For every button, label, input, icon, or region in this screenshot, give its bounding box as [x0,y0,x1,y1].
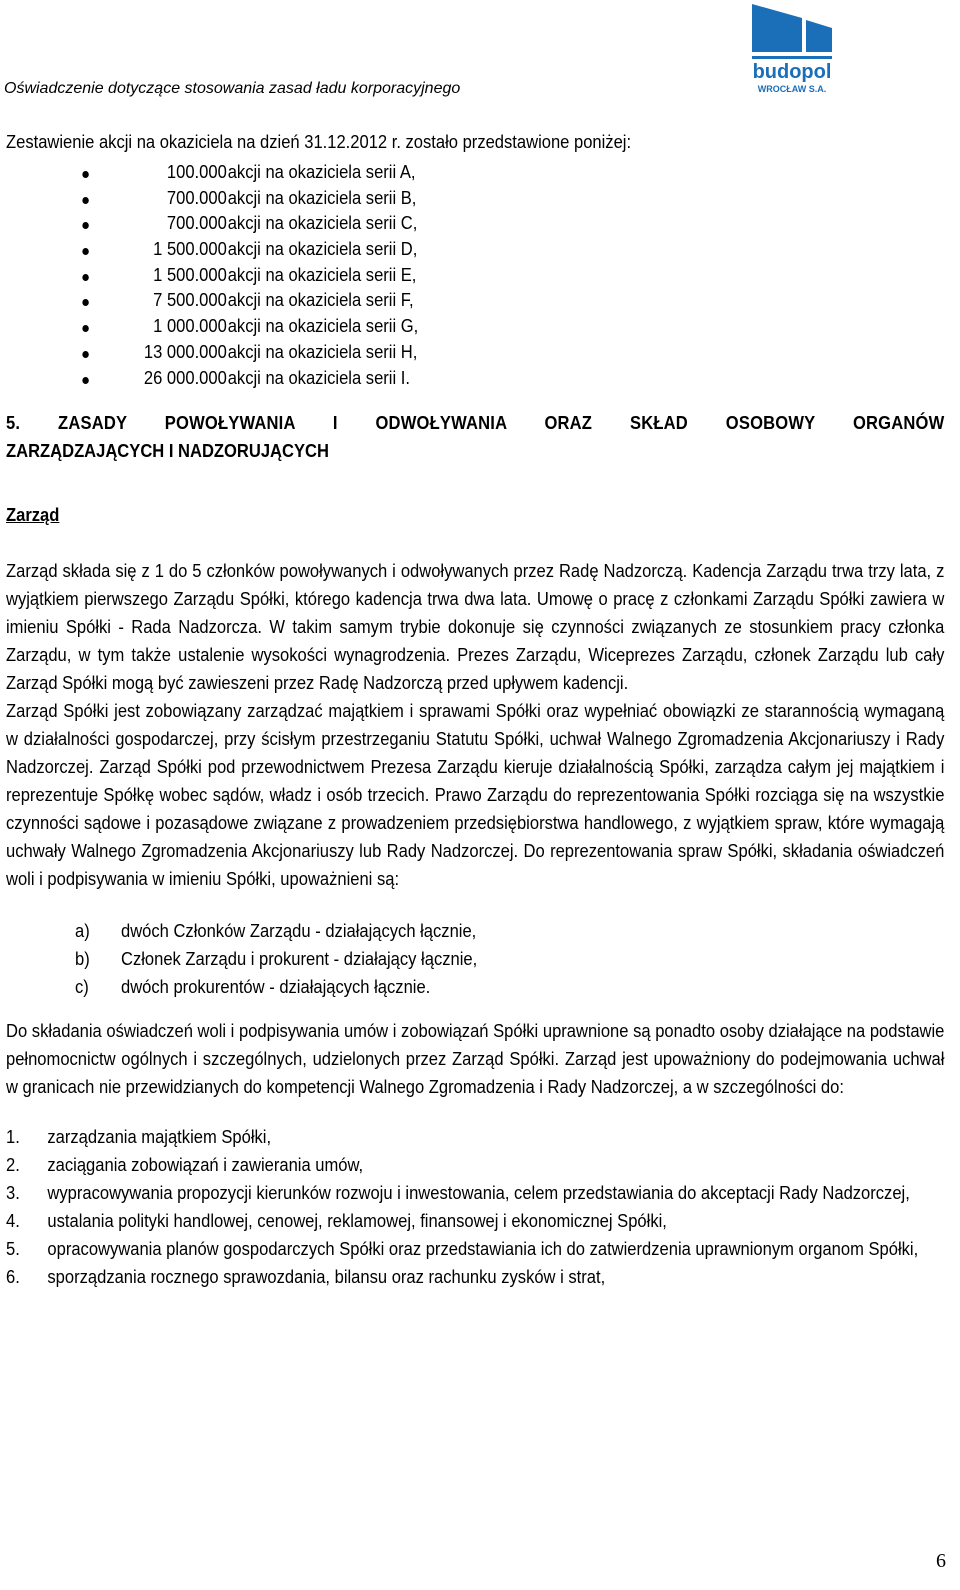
paragraph: Zarząd składa się z 1 do 5 członków powoływanych i odwoływanych przez Radę Nadzorczą. Kadencja Zarządu trwa trzy lata, z wyjątkiem pierwszego Zarządu Spółki, którego kadencja trwa dwa lata. Umowę o pracę z członkami Zarządu Spółki zawiera w imieniu Spółki - Rada Nadzorcza. W takim samym trybie dokonuje się czynności związanych ze stosunkiem pracy członka Zarządu, w tym także ustalenie wysokości wynagrodzenia. Prezes Zarządu, Wiceprezes Zarządu, członek Zarządu lub cały Zarząd Spółki mogą być zawieszeni przez Radę Nadzorczą przed upływem kadencji. [6,561,945,694]
subheading: Zarząd [6,505,60,526]
list-item: 1 500.000 akcji na okaziciela serii D, [6,237,944,263]
list-item: 3. wypracowywania propozycji kierunków rozwoju i inwestowania, celem przedstawiania do akceptacji Rady Nadzorczej, [6,1183,910,1204]
section-title-continued: ZARZĄDZAJĄCYCH I NADZORUJĄCYCH [6,441,329,462]
list-item: b) Członek Zarządu i prokurent - działający łącznie, [75,949,478,970]
shares-list [6,160,944,391]
bullet-icon [82,325,88,332]
logo-subtext: WROCŁAW S.A. [757,84,827,94]
representation-list [6,917,944,1001]
intro-text: Zestawienie akcji na okaziciela na dzień 31.12.2012 r. zostało przedstawione poniżej: [6,132,632,152]
bullet-icon [82,171,88,178]
list-item: 1. zarządzania majątkiem Spółki, [6,1127,272,1148]
page-number: 6 [936,1550,946,1572]
competences-list [6,1123,944,1291]
bullet-icon [82,377,88,384]
list-item: 100.000 akcji na okaziciela serii A, [6,160,944,186]
bullet-icon [82,299,88,306]
list-item: 13 000.000 akcji na okaziciela serii H, [6,340,944,366]
list-item: 4. ustalania polityki handlowej, cenowej, reklamowej, finansowej i ekonomicznej Spółki, [6,1211,667,1232]
bullet-icon [82,222,88,229]
list-item: 6. sporządzania rocznego sprawozdania, bilansu oraz rachunku zysków i strat, [6,1267,606,1288]
logo-text: budopol [752,61,832,83]
list-item: 1 500.000 akcji na okaziciela serii E, [6,263,944,289]
bullet-icon [82,248,88,255]
section-title: 5. ZASADY POWOŁYWANIA I ODWOŁYWANIA ORAZ SKŁAD OSOBOWY ORGANÓW [6,413,945,434]
paragraph: Zarząd Spółki jest zobowiązany zarządzać majątkiem i sprawami Spółki oraz wypełniać obowiązki ze starannością wymaganą w działalności gospodarczej, przy ścisłym przestrzeganiu Statutu Spółki, uchwał Walnego Zgromadzenia Akcjonariuszy i Rady Nadzorczej. Zarząd Spółki pod przewodnictwem Prezesa Zarządu kieruje działalnością Spółki, zarządza całym jej majątkiem i reprezentuje Spółkę wobec sądów, władz i osób trzecich. Prawo Zarządu do reprezentowania Spółki rozciąga się na wszystkie czynności sądowe i pozasądowe związane z prowadzeniem przedsiębiorstwa handlowego, z wyjątkiem spraw, które wymagają uchwały Walnego Zgromadzenia Akcjonariuszy lub Rady Nadzorczej. Do reprezentowania spraw Spółki, składania oświadczeń woli i podpisywania w imieniu Spółki, upoważnieni są: [6,701,945,890]
document-header: Oświadczenie dotyczące stosowania zasad ładu korporacyjnego [4,80,461,97]
list-item: 2. zaciągania zobowiązań i zawierania umów, [6,1155,364,1176]
document-body [6,128,944,1291]
logo-mark-icon [752,4,838,96]
list-item: 26 000.000 akcji na okaziciela serii I. [6,366,944,392]
list-item: 700.000 akcji na okaziciela serii B, [6,186,944,212]
company-logo [752,4,838,96]
list-item: c) dwóch prokurentów - działających łącznie. [75,977,431,998]
list-item: 700.000 akcji na okaziciela serii C, [6,211,944,237]
list-item: a) dwóch Członków Zarządu - działających łącznie, [75,921,477,942]
bullet-icon [82,197,88,204]
paragraph: Do składania oświadczeń woli i podpisywania umów i zobowiązań Spółki uprawnione są ponadto osoby działające na podstawie pełnomocnictw ogólnych i szczególnych, udzielonych przez Zarząd Spółki. Zarząd jest upoważniony do podejmowania uchwał w granicach nie przewidzianych do kompetencji Walnego Zgromadzenia i Rady Nadzorczej, a w szczególności do: [6,1021,945,1098]
bullet-icon [82,274,88,281]
list-item: 1 000.000 akcji na okaziciela serii G, [6,314,944,340]
bullet-icon [82,351,88,358]
list-item: 7 500.000 akcji na okaziciela serii F, [6,288,944,314]
list-item: 5. opracowywania planów gospodarczych Spółki oraz przedstawiania ich do zatwierdzenia uprawnionym organom Spółki, [6,1239,919,1260]
